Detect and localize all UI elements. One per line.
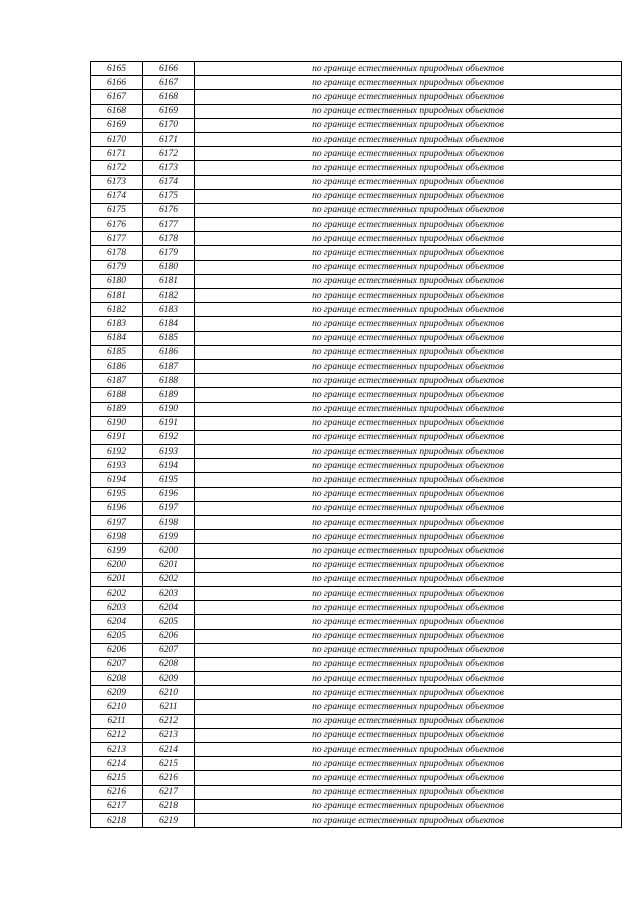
table-row <box>91 714 622 728</box>
table-row <box>91 62 622 76</box>
table-row <box>91 771 622 785</box>
from-point-cell: 6196 <box>91 501 143 515</box>
table-row <box>91 76 622 90</box>
from-point-cell: 6208 <box>91 672 143 686</box>
table-row <box>91 203 622 217</box>
description-cell: по границе естественных природных объектов <box>195 430 622 444</box>
table-row <box>91 530 622 544</box>
table-row <box>91 345 622 359</box>
from-point-cell: 6167 <box>91 90 143 104</box>
from-point-cell: 6190 <box>91 416 143 430</box>
to-point-cell: 6193 <box>143 445 195 459</box>
description-cell: по границе естественных природных объектов <box>195 388 622 402</box>
from-point-cell: 6166 <box>91 76 143 90</box>
description-cell: по границе естественных природных объектов <box>195 714 622 728</box>
from-point-cell: 6203 <box>91 601 143 615</box>
to-point-cell: 6166 <box>143 62 195 76</box>
description-cell: по границе естественных природных объектов <box>195 700 622 714</box>
to-point-cell: 6167 <box>143 76 195 90</box>
table-row <box>91 501 622 515</box>
table-row <box>91 672 622 686</box>
description-cell: по границе естественных природных объектов <box>195 374 622 388</box>
to-point-cell: 6173 <box>143 161 195 175</box>
to-point-cell: 6210 <box>143 686 195 700</box>
table-row <box>91 586 622 600</box>
description-cell: по границе естественных природных объектов <box>195 516 622 530</box>
to-point-cell: 6209 <box>143 672 195 686</box>
to-point-cell: 6190 <box>143 402 195 416</box>
to-point-cell: 6201 <box>143 558 195 572</box>
to-point-cell: 6168 <box>143 90 195 104</box>
description-cell: по границе естественных природных объектов <box>195 260 622 274</box>
from-point-cell: 6172 <box>91 161 143 175</box>
table-row <box>91 402 622 416</box>
table-row <box>91 175 622 189</box>
description-cell: по границе естественных природных объектов <box>195 317 622 331</box>
description-cell: по границе естественных природных объектов <box>195 501 622 515</box>
description-cell: по границе естественных природных объектов <box>195 572 622 586</box>
description-cell: по границе естественных природных объектов <box>195 232 622 246</box>
table-row <box>91 90 622 104</box>
table-row <box>91 260 622 274</box>
table-row <box>91 218 622 232</box>
from-point-cell: 6216 <box>91 785 143 799</box>
description-cell: по границе естественных природных объектов <box>195 104 622 118</box>
from-point-cell: 6206 <box>91 643 143 657</box>
boundary-points-table <box>90 61 622 828</box>
from-point-cell: 6181 <box>91 289 143 303</box>
description-cell: по границе естественных природных объектов <box>195 728 622 742</box>
from-point-cell: 6189 <box>91 402 143 416</box>
from-point-cell: 6179 <box>91 260 143 274</box>
to-point-cell: 6218 <box>143 799 195 813</box>
to-point-cell: 6192 <box>143 430 195 444</box>
from-point-cell: 6183 <box>91 317 143 331</box>
description-cell: по границе естественных природных объектов <box>195 459 622 473</box>
to-point-cell: 6211 <box>143 700 195 714</box>
from-point-cell: 6211 <box>91 714 143 728</box>
table-row <box>91 558 622 572</box>
from-point-cell: 6212 <box>91 728 143 742</box>
to-point-cell: 6197 <box>143 501 195 515</box>
description-cell: по границе естественных природных объектов <box>195 118 622 132</box>
from-point-cell: 6184 <box>91 331 143 345</box>
to-point-cell: 6212 <box>143 714 195 728</box>
description-cell: по границе естественных природных объектов <box>195 530 622 544</box>
from-point-cell: 6191 <box>91 430 143 444</box>
description-cell: по границе естественных природных объектов <box>195 246 622 260</box>
to-point-cell: 6199 <box>143 530 195 544</box>
from-point-cell: 6202 <box>91 586 143 600</box>
description-cell: по границе естественных природных объектов <box>195 629 622 643</box>
description-cell: по границе естественных природных объектов <box>195 686 622 700</box>
description-cell: по границе естественных природных объектов <box>195 345 622 359</box>
to-point-cell: 6182 <box>143 289 195 303</box>
description-cell: по границе естественных природных объектов <box>195 544 622 558</box>
to-point-cell: 6178 <box>143 232 195 246</box>
description-cell: по границе естественных природных объектов <box>195 743 622 757</box>
to-point-cell: 6189 <box>143 388 195 402</box>
to-point-cell: 6186 <box>143 345 195 359</box>
description-cell: по границе естественных природных объектов <box>195 402 622 416</box>
table-row <box>91 757 622 771</box>
description-cell: по границе естественных природных объектов <box>195 643 622 657</box>
table-row <box>91 246 622 260</box>
to-point-cell: 6203 <box>143 586 195 600</box>
to-point-cell: 6187 <box>143 359 195 373</box>
from-point-cell: 6165 <box>91 62 143 76</box>
from-point-cell: 6185 <box>91 345 143 359</box>
from-point-cell: 6175 <box>91 203 143 217</box>
table-row <box>91 161 622 175</box>
to-point-cell: 6180 <box>143 260 195 274</box>
table-row <box>91 700 622 714</box>
description-cell: по границе естественных природных объектов <box>195 813 622 827</box>
description-cell: по границе естественных природных объектов <box>195 189 622 203</box>
table-row <box>91 430 622 444</box>
description-cell: по границе естественных природных объектов <box>195 657 622 671</box>
description-cell: по границе естественных природных объектов <box>195 445 622 459</box>
to-point-cell: 6217 <box>143 785 195 799</box>
from-point-cell: 6187 <box>91 374 143 388</box>
description-cell: по границе естественных природных объектов <box>195 147 622 161</box>
to-point-cell: 6194 <box>143 459 195 473</box>
description-cell: по границе естественных природных объектов <box>195 473 622 487</box>
table-row <box>91 416 622 430</box>
description-cell: по границе естественных природных объектов <box>195 601 622 615</box>
table-row <box>91 331 622 345</box>
from-point-cell: 6177 <box>91 232 143 246</box>
table-row <box>91 728 622 742</box>
description-cell: по границе естественных природных объектов <box>195 203 622 217</box>
to-point-cell: 6188 <box>143 374 195 388</box>
from-point-cell: 6198 <box>91 530 143 544</box>
to-point-cell: 6185 <box>143 331 195 345</box>
from-point-cell: 6210 <box>91 700 143 714</box>
description-cell: по границе естественных природных объектов <box>195 62 622 76</box>
table-row <box>91 473 622 487</box>
from-point-cell: 6169 <box>91 118 143 132</box>
to-point-cell: 6219 <box>143 813 195 827</box>
to-point-cell: 6179 <box>143 246 195 260</box>
table-row <box>91 289 622 303</box>
table-row <box>91 388 622 402</box>
table-row <box>91 132 622 146</box>
table-row <box>91 359 622 373</box>
to-point-cell: 6195 <box>143 473 195 487</box>
from-point-cell: 6218 <box>91 813 143 827</box>
description-cell: по границе естественных природных объектов <box>195 359 622 373</box>
to-point-cell: 6200 <box>143 544 195 558</box>
table-row <box>91 657 622 671</box>
from-point-cell: 6215 <box>91 771 143 785</box>
from-point-cell: 6176 <box>91 218 143 232</box>
from-point-cell: 6194 <box>91 473 143 487</box>
table-row <box>91 813 622 827</box>
from-point-cell: 6186 <box>91 359 143 373</box>
table-row <box>91 785 622 799</box>
table-row <box>91 799 622 813</box>
to-point-cell: 6172 <box>143 147 195 161</box>
description-cell: по границе естественных природных объектов <box>195 161 622 175</box>
table-row <box>91 615 622 629</box>
table-row <box>91 487 622 501</box>
to-point-cell: 6174 <box>143 175 195 189</box>
from-point-cell: 6173 <box>91 175 143 189</box>
to-point-cell: 6213 <box>143 728 195 742</box>
to-point-cell: 6206 <box>143 629 195 643</box>
from-point-cell: 6197 <box>91 516 143 530</box>
from-point-cell: 6180 <box>91 274 143 288</box>
description-cell: по границе естественных природных объектов <box>195 558 622 572</box>
table-row <box>91 544 622 558</box>
to-point-cell: 6208 <box>143 657 195 671</box>
to-point-cell: 6205 <box>143 615 195 629</box>
table-body <box>91 62 622 828</box>
table-row <box>91 104 622 118</box>
description-cell: по границе естественных природных объектов <box>195 289 622 303</box>
description-cell: по границе естественных природных объектов <box>195 175 622 189</box>
from-point-cell: 6201 <box>91 572 143 586</box>
description-cell: по границе естественных природных объектов <box>195 799 622 813</box>
table-row <box>91 374 622 388</box>
to-point-cell: 6204 <box>143 601 195 615</box>
to-point-cell: 6176 <box>143 203 195 217</box>
from-point-cell: 6204 <box>91 615 143 629</box>
description-cell: по границе естественных природных объектов <box>195 303 622 317</box>
from-point-cell: 6171 <box>91 147 143 161</box>
table-row <box>91 686 622 700</box>
description-cell: по границе естественных природных объектов <box>195 90 622 104</box>
description-cell: по границе естественных природных объектов <box>195 487 622 501</box>
to-point-cell: 6214 <box>143 743 195 757</box>
to-point-cell: 6215 <box>143 757 195 771</box>
to-point-cell: 6171 <box>143 132 195 146</box>
description-cell: по границе естественных природных объектов <box>195 416 622 430</box>
table-row <box>91 317 622 331</box>
to-point-cell: 6181 <box>143 274 195 288</box>
table-row <box>91 743 622 757</box>
table-row <box>91 572 622 586</box>
to-point-cell: 6196 <box>143 487 195 501</box>
description-cell: по границе естественных природных объектов <box>195 771 622 785</box>
from-point-cell: 6200 <box>91 558 143 572</box>
table-row <box>91 643 622 657</box>
from-point-cell: 6193 <box>91 459 143 473</box>
to-point-cell: 6191 <box>143 416 195 430</box>
to-point-cell: 6183 <box>143 303 195 317</box>
from-point-cell: 6192 <box>91 445 143 459</box>
from-point-cell: 6168 <box>91 104 143 118</box>
from-point-cell: 6214 <box>91 757 143 771</box>
table-row <box>91 189 622 203</box>
to-point-cell: 6169 <box>143 104 195 118</box>
description-cell: по границе естественных природных объектов <box>195 274 622 288</box>
to-point-cell: 6184 <box>143 317 195 331</box>
from-point-cell: 6178 <box>91 246 143 260</box>
from-point-cell: 6207 <box>91 657 143 671</box>
from-point-cell: 6199 <box>91 544 143 558</box>
table-row <box>91 445 622 459</box>
description-cell: по границе естественных природных объектов <box>195 331 622 345</box>
table-row <box>91 232 622 246</box>
table-row <box>91 459 622 473</box>
from-point-cell: 6213 <box>91 743 143 757</box>
description-cell: по границе естественных природных объектов <box>195 615 622 629</box>
description-cell: по границе естественных природных объектов <box>195 672 622 686</box>
description-cell: по границе естественных природных объектов <box>195 586 622 600</box>
description-cell: по границе естественных природных объектов <box>195 76 622 90</box>
to-point-cell: 6207 <box>143 643 195 657</box>
table-row <box>91 303 622 317</box>
table-row <box>91 147 622 161</box>
from-point-cell: 6217 <box>91 799 143 813</box>
from-point-cell: 6195 <box>91 487 143 501</box>
from-point-cell: 6174 <box>91 189 143 203</box>
from-point-cell: 6205 <box>91 629 143 643</box>
table-row <box>91 118 622 132</box>
description-cell: по границе естественных природных объектов <box>195 132 622 146</box>
description-cell: по границе естественных природных объектов <box>195 218 622 232</box>
to-point-cell: 6175 <box>143 189 195 203</box>
table-row <box>91 274 622 288</box>
from-point-cell: 6170 <box>91 132 143 146</box>
to-point-cell: 6198 <box>143 516 195 530</box>
to-point-cell: 6216 <box>143 771 195 785</box>
table-row <box>91 516 622 530</box>
description-cell: по границе естественных природных объектов <box>195 785 622 799</box>
to-point-cell: 6170 <box>143 118 195 132</box>
to-point-cell: 6202 <box>143 572 195 586</box>
from-point-cell: 6209 <box>91 686 143 700</box>
from-point-cell: 6182 <box>91 303 143 317</box>
from-point-cell: 6188 <box>91 388 143 402</box>
table-row <box>91 601 622 615</box>
to-point-cell: 6177 <box>143 218 195 232</box>
description-cell: по границе естественных природных объектов <box>195 757 622 771</box>
table-row <box>91 629 622 643</box>
